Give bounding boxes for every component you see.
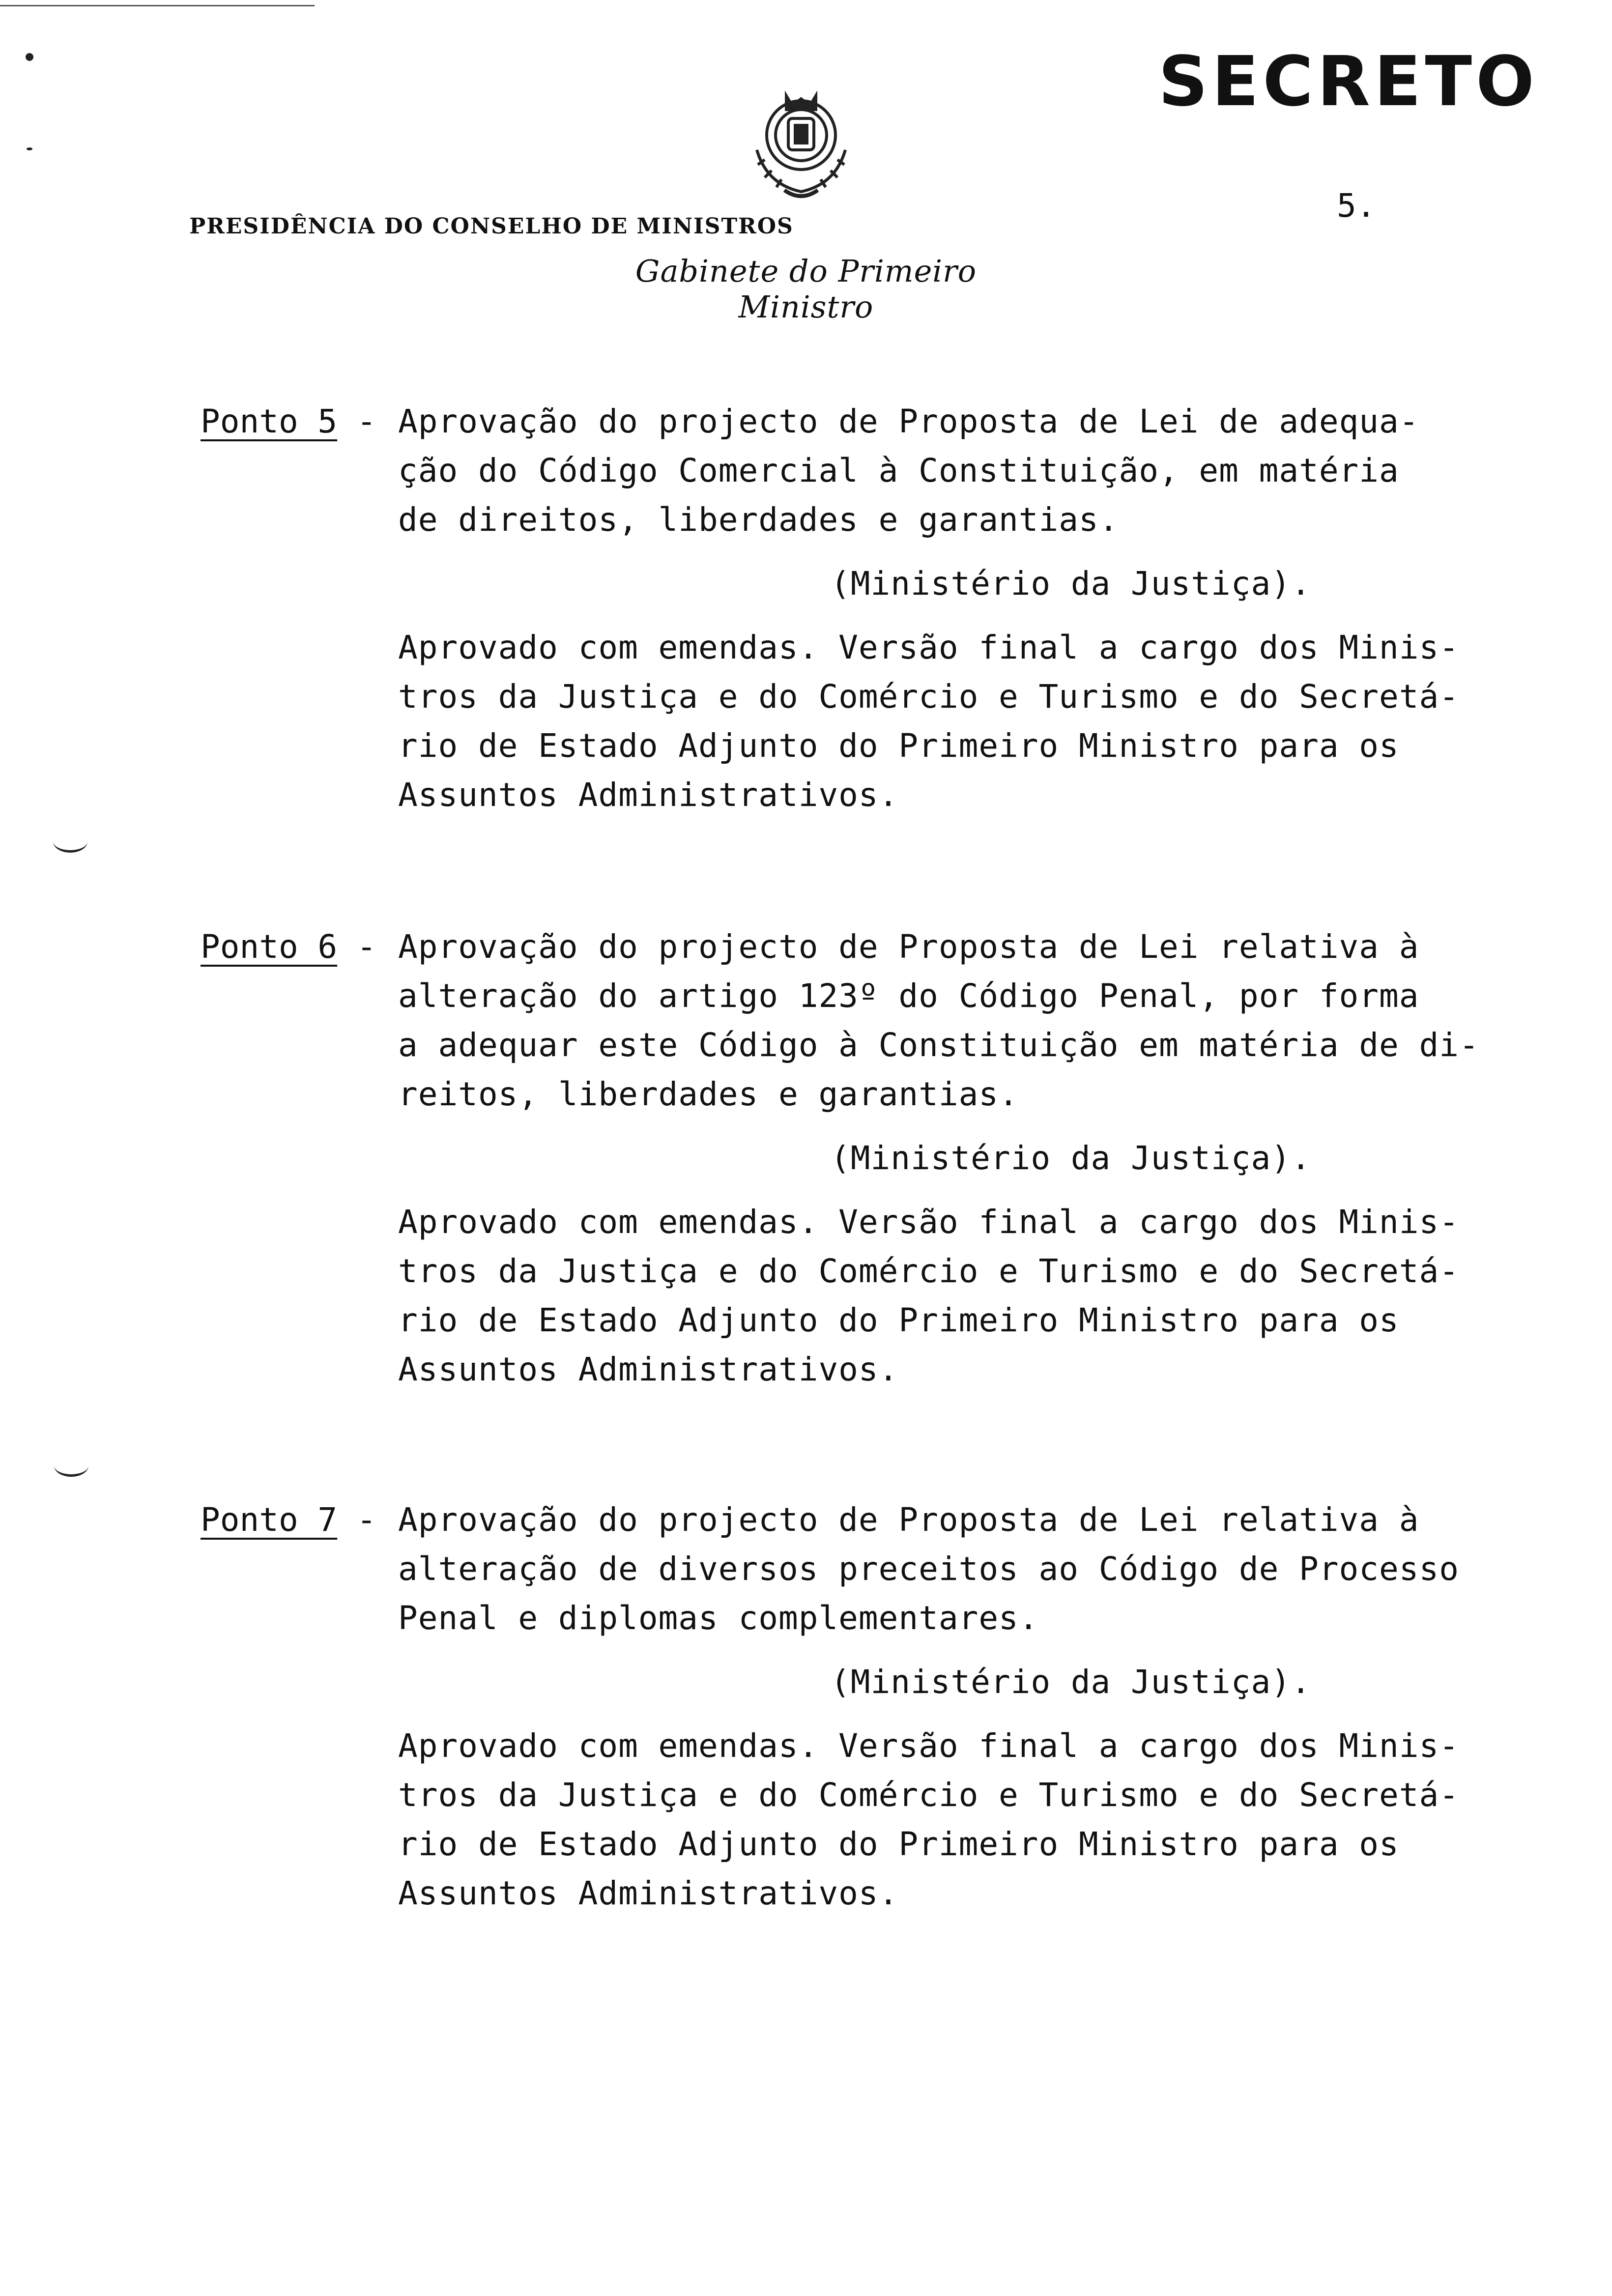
item-ministry: (Ministério da Justiça). xyxy=(831,565,1311,603)
item-title-line: reitos, liberdades e garantias. xyxy=(398,1075,1019,1113)
cabinet-heading: Gabinete do Primeiro Ministro xyxy=(635,253,977,325)
item-result-line: rio de Estado Adjunto do Primeiro Ministro para os xyxy=(398,1825,1399,1863)
item-result-line: Assuntos Administrativos. xyxy=(398,1874,899,1912)
item-title-line: de direitos, liberdades e garantias. xyxy=(398,501,1119,539)
item-result xyxy=(398,1722,1469,1918)
item-result-line: tros da Justiça e do Comércio e Turismo e do Secretá- xyxy=(398,1252,1459,1290)
item-title-line: Aprovação do projecto de Proposta de Lei de adequa- xyxy=(398,402,1419,440)
scan-speck xyxy=(27,147,32,150)
item-result-line: rio de Estado Adjunto do Primeiro Ministro para os xyxy=(398,1301,1399,1339)
item-separator: - xyxy=(356,928,376,966)
item-number: Ponto 5 xyxy=(201,402,338,440)
margin-check-mark xyxy=(53,831,87,853)
item-title-line: ção do Código Comercial à Constituição, em matéria xyxy=(398,452,1399,489)
page-number: 5. xyxy=(1337,187,1376,225)
item-number: Ponto 7 xyxy=(201,1501,338,1539)
item-result-line: tros da Justiça e do Comércio e Turismo e do Secretá- xyxy=(398,678,1459,716)
item-body xyxy=(398,1495,1469,1918)
item-body xyxy=(398,397,1469,820)
item-body xyxy=(398,922,1479,1394)
item-title-line: a adequar este Código à Constituição em matéria de di- xyxy=(398,1026,1479,1064)
item-result-line: Aprovado com emendas. Versão final a cargo dos Minis- xyxy=(398,629,1459,666)
item-ministry: (Ministério da Justiça). xyxy=(831,1139,1311,1177)
item-result-line: rio de Estado Adjunto do Primeiro Ministro para os xyxy=(398,727,1399,765)
item-result xyxy=(398,623,1469,820)
item-ministry: (Ministério da Justiça). xyxy=(831,1663,1311,1701)
item-title-line: Penal e diplomas complementares. xyxy=(398,1599,1039,1637)
item-label xyxy=(201,922,376,972)
item-result xyxy=(398,1198,1469,1394)
classification-stamp: SECRETO xyxy=(1158,42,1538,122)
institution-heading xyxy=(0,214,1612,239)
item-title-line: Aprovação do projecto de Proposta de Lei relativa à xyxy=(398,1501,1419,1539)
item-result-line: tros da Justiça e do Comércio e Turismo e do Secretá- xyxy=(398,1776,1459,1814)
item-result-line: Assuntos Administrativos. xyxy=(398,776,899,814)
item-separator: - xyxy=(356,402,376,440)
item-separator: - xyxy=(356,1501,376,1539)
portuguese-coat-of-arms-icon xyxy=(737,86,865,204)
item-result-line: Aprovado com emendas. Versão final a cargo dos Minis- xyxy=(398,1727,1459,1765)
item-title-line: alteração do artigo 123º do Código Penal, por forma xyxy=(398,977,1419,1015)
item-label xyxy=(201,1495,376,1545)
item-title-line: alteração de diversos preceitos ao Código de Processo xyxy=(398,1550,1459,1588)
item-result-line: Aprovado com emendas. Versão final a cargo dos Minis- xyxy=(398,1203,1459,1241)
item-label xyxy=(201,397,376,446)
item-result-line: Assuntos Administrativos. xyxy=(398,1350,899,1388)
scan-speck xyxy=(26,53,33,61)
item-title-line: Aprovação do projecto de Proposta de Lei relativa à xyxy=(398,928,1419,966)
margin-check-mark xyxy=(54,1455,88,1477)
scan-edge-line xyxy=(0,5,315,6)
institution-heading-text: PRESIDÊNCIA DO CONSELHO DE MINISTROS xyxy=(189,214,794,239)
item-number: Ponto 6 xyxy=(201,928,338,966)
